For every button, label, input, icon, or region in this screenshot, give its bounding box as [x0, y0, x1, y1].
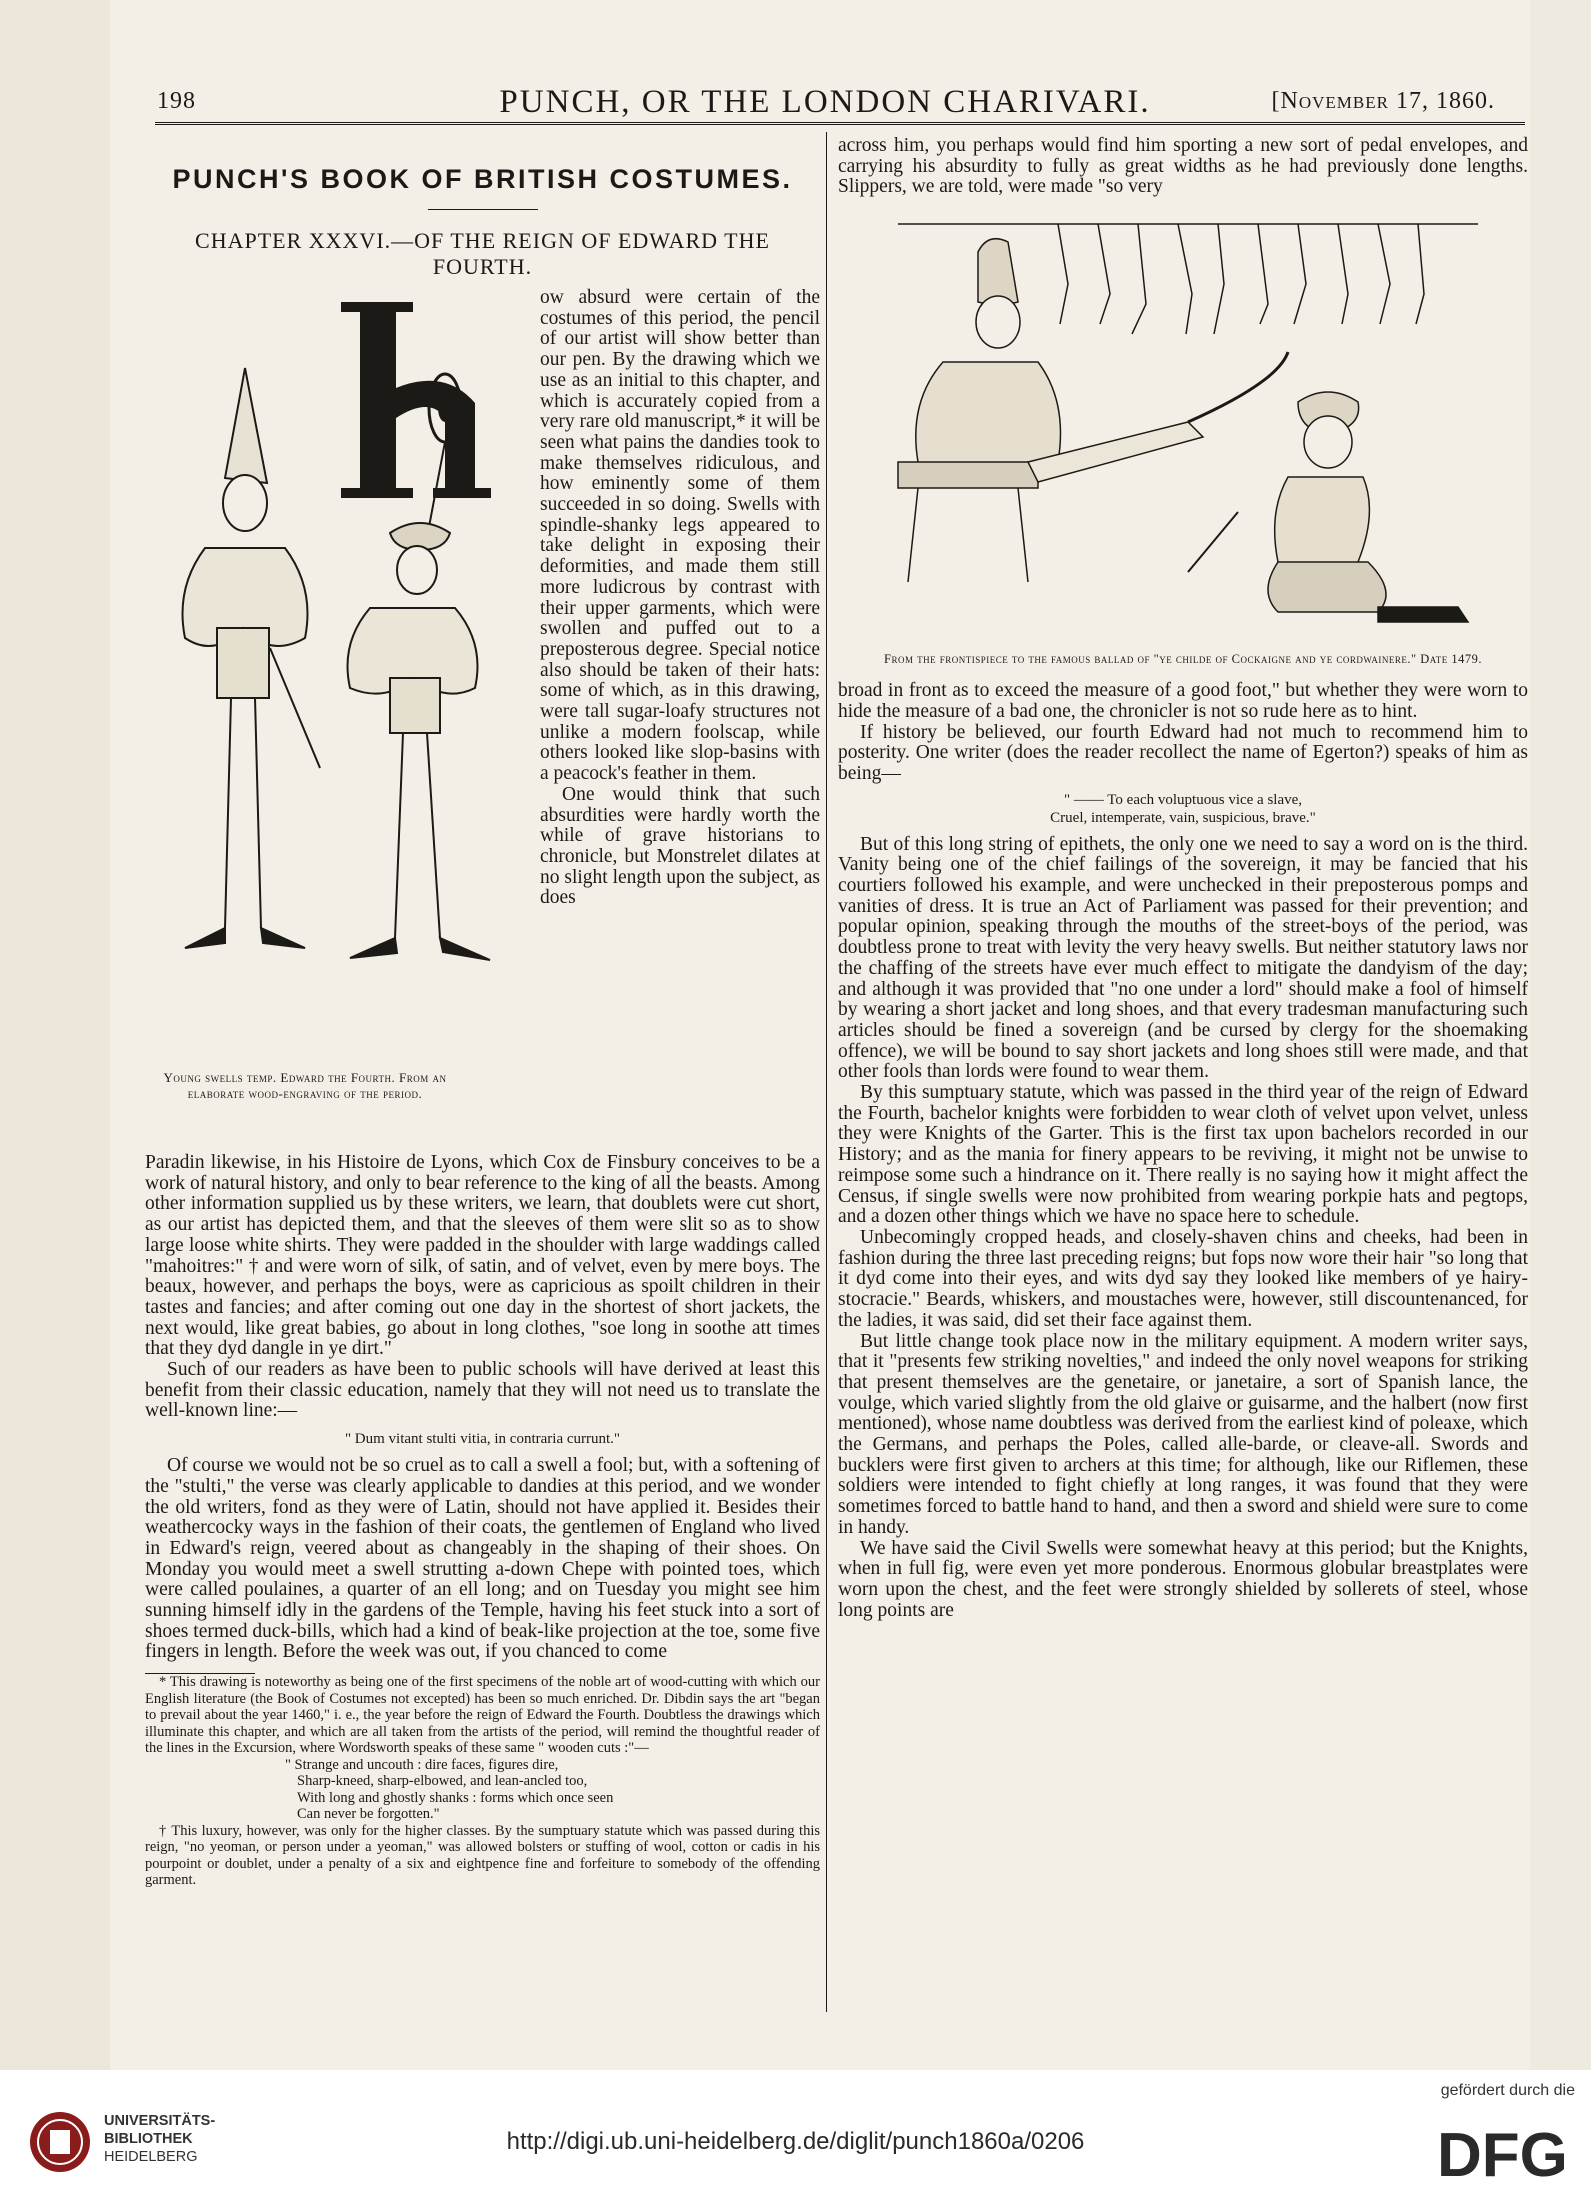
illustration-caption-block [145, 1070, 465, 1102]
column-divider [826, 132, 827, 2012]
footnote-verse-line: Sharp-kneed, sharp-elbowed, and lean-ancled too, [297, 1773, 588, 1790]
initial-illustration-block [145, 288, 820, 1153]
footnote-verse-line: " Strange and uncouth : dire faces, figures dire, [285, 1756, 559, 1773]
paragraph-edward-history: If history be believed, our fourth Edward had not much to recommend him to posterity. One writer (does the reader recollect the name of Egerton?) speaks of him as being— [838, 721, 1528, 784]
paragraph-vanity: But of this long string of epithets, the only one we need to say a word on is the third. Vanity being one of the chief failings of the sovereign, it may be fancied that his courtiers followed his example, and were unchecked in their preposterous pomps and vanities of dress. It is true an Act of Parliament was passed for their prevention; and popular opinion, speaking through the mouths of the street-boys of the period, was doubtless prone to treat with levity the very heavy swells. But neither statutory laws nor the chaffing of the streets have ever much effect to mitigate the dandyism of the day; and although it was provided that "no one under a lord" should make a fool of himself by wearing a short jacket and long shoes, and that every tradesman manufacturing such articles should be fined a sovereign (and be cursed by clergy for the shoemaking offence), we will be bound to say short jackets and long shoes still were made, and that other fools than lords were found to wear them. [838, 833, 1528, 1083]
digitization-footer [0, 2070, 1591, 2209]
right-column [838, 136, 1528, 1621]
cordwainer-illustration [858, 212, 1508, 642]
chapter-title: CHAPTER XXXVI.—OF THE REIGN OF EDWARD THE FOURTH. [195, 228, 770, 279]
opening-text-column [540, 288, 820, 909]
issue-date: [November 17, 1860. [1271, 88, 1495, 114]
header-rule [155, 122, 1525, 125]
paragraph-broad-shoes: broad in front as to exceed the measure of a good foot," but whether they were worn to hide the measure of a bad one, the chronicler is not so rude here as to hint. [838, 680, 1528, 722]
paragraph-public-schools: Such of our readers as have been to public schools will have derived at least this benefit from their classic education, namely that they will not need us to translate the well-known line:— [145, 1359, 820, 1422]
paragraph-paradin: Paradin likewise, in his Histoire de Lyons, which Cox de Finsbury conceives to be a work of natural history, and only to bear reference to the king of all the beasts. Among other information supplied us by these writers, we learn, that doublets were cut short, as our artist has depicted them, and that the sleeves of them were slit so as to show large loose white shirts. They were padded in the shoulder with large waddings called "mahoitres:" † and were worn of silk, of satin, and of velvet, even by mere boys. The beaux, however, and perhaps the boys, were as capricious as spoilt children in their tastes and fancies; and after coming out one day in the shortest of short jackets, the next would, like great babies, go about in long clothes, "soe long in soothe att times that they dyd dangle in ye dirt." [145, 1152, 820, 1360]
library-name-line: HEIDELBERG [104, 2149, 198, 2165]
left-column [145, 136, 820, 1889]
paragraph-shoes: Of course we would not be so cruel as to call a swell a fool; but, with a softening of the "stulti," the verse was clearly applicable to dandies at this period, and we wonder the old writers, fond as they were of Latin, should not have applied it. Besides their weathercocky ways in the fashion of their coats, the gentlemen of England who lived in Edward's reign, veered about as changeably in the shaping of their shoes. On Monday you would meet a swell strutting a-down Chepe with pointed toes, which were called poulaines, a quarter of an ell long; and on Tuesday you might see him sunning himself idly in the gardens of the Temple, having his feet stuck into a sort of shoes termed duck-bills, which had a kind of beak-like projection at the toe, some five fingers in length. Before the week was out, if you chanced to come [145, 1455, 820, 1663]
library-name-line: BIBLIOTHEK [104, 2131, 193, 2147]
footnote-wood-cutting: * This drawing is noteworthy as being one of the first specimens of the noble art of wood-cutting with which our English literature (the Book of Costumes not excepted) has been so much enriched. Dr. Dibdin says the art "began to prevail about the year 1460," i. e., the year before the reign of Edward the Fourth. Doubtless the drawings which illuminate this chapter, and which are all taken from the artists of the period, will remind the thoughtful reader of the lines in the Excursion, where Wordsworth speaks of these same " wooden cuts :"— [145, 1674, 820, 1757]
paragraph-bachelor-knights: By this sumptuary statute, which was passed in the third year of the reign of Edward the Fourth, bachelor knights were forbidden to wear cloth of velvet upon velvet, unless they were Knights of the Garter. This is the first tax upon bachelors recorded in our History; and as the mania for finery appears to be reviving, it might not be unwise to reimpose some such a hindrance on it. There really is no saying how it might affect the Census, if single swells were now prohibited from wearing porkpie hats and pegtops, and a dozen other things which we have no space here to schedule. [838, 1082, 1528, 1228]
verse-line: " —— To each voluptuous vice a slave, [1063, 791, 1303, 808]
dfg-logo[interactable] [1435, 2118, 1575, 2184]
permalink-url[interactable]: http://digi.ub.uni-heidelberg.de/diglit/punch1860a/0206 [506, 2128, 1085, 2155]
library-name-line: UNIVERSITÄTS- [104, 2113, 216, 2129]
page-number: 198 [157, 88, 196, 114]
young-swells-illustration [145, 288, 530, 1148]
footnote-verse-line: With long and ghostly shanks : forms which once seen [297, 1789, 614, 1806]
paragraph-military: But little change took place now in the military equipment. A modern writer says, that it "presents few striking novelties," and indeed the only novel weapons for striking that present themselves are the genetaire, or janetaire, a sort of Spanish lance, the voulge, which varied slightly from the old glaive or guisarme, and the halbert (now first mentioned), whose name doubtless was derived from the earliest kind of poleaxe, which the Germans, and perhaps the Poles, called alle-barde, or cleave-all. Swords and bucklers were first given to archers at this time; for although, like our Riflemen, these soldiers were intended to fight chiefly at long ranges, it was found that they were sometimes forced to battle hand to hand, and then a sword and shield were sure to come in handy. [838, 1330, 1528, 1538]
funding-note: gefördert durch die [1440, 2082, 1575, 2099]
latin-quotation: " Dum vitant stulti vitia, in contraria currunt." [344, 1431, 621, 1448]
paragraph-slippers: across him, you perhaps would find him sporting a new sort of pedal envelopes, and carrying his absurdity to fully as great widths as he had previously done lengths. Slippers, we are told, were made "so very [838, 135, 1528, 198]
illustration-caption: From the frontispiece to the famous ballad of "ye childe of Cockaigne and ye cordwainere." Date 1479. [884, 652, 1482, 667]
dfg-logo-text: DFG [1437, 2121, 1568, 2184]
footnote-sumptuary: † This luxury, however, was only for the higher classes. By the sumptuary statute which was passed during this reign, "no yeoman, or person under a yeoman," was allowed bolsters or stuffing of wool, cotton or cadis in his pourpoint or doublet, under a penalty of a six and eightpence fine and forfeiture to somebody of the offending garment. [145, 1822, 820, 1889]
drop-cap-letter: N [377, 300, 378, 301]
opening-paragraph: ow absurd were certain of the costumes of this period, the pencil of our artist will show better than our pen. By the drawing which we use as an initial to this chapter, and which is accurately copied from a very rare old manuscript,* it will be seen what pains the dandies took to make themselves ridiculous, and how eminently some of them succeeded in so doing. Swells with spindle-shanky legs appeared to take delight in exposing their deformities, and made them still more ludicrous by contrast with their upper garments, which were swollen and puffed out to a preposterous degree. Special notice also should be taken of their hats: some of which, as in this drawing, were tall sugar-loafy structures not unlike a modern foolscap, while others looked like slop-basins with a peacock's feather in them. [540, 287, 820, 785]
paragraph-monstrelet: One would think that such absurdities were hardly worth the while of grave historians to chronicle, but Monstrelet dilates at no slight length upon the subject, as does [540, 783, 821, 909]
running-head [155, 80, 1495, 128]
paragraph-hair: Unbecomingly cropped heads, and closely-shaven chins and cheeks, had been in fashion during the three last preceding reigns; but fops now wore their hair "so long that it dyd come into their eyes, and wits dyd say they looked like members of ye hairy-stocracie." Beards, whiskers, and moustaches were, however, still discountenanced, for the ladies, it was said, did set their face against them. [838, 1226, 1528, 1331]
publication-title: PUNCH, OR THE LONDON CHARIVARI. [499, 84, 1151, 120]
page-margin [0, 0, 110, 2070]
verse-line: Cruel, intemperate, vain, suspicious, brave." [1050, 809, 1316, 826]
paragraph-knights-armour: We have said the Civil Swells were somewhat heavy at this period; but the Knights, when in full fig, were even yet more ponderous. Enormous globular breastplates were worn upon the chest, and the feet were strongly shielded by sollerets of steel, whose long points are [838, 1537, 1528, 1621]
illustration-caption: Young swells temp. Edward the Fourth. From an elaborate wood-engraving of the period. [163, 1070, 447, 1101]
title-rule [428, 209, 538, 210]
section-title: PUNCH'S BOOK OF BRITISH COSTUMES. [172, 164, 793, 194]
footnote-verse-line: Can never be forgotten." [297, 1806, 440, 1823]
